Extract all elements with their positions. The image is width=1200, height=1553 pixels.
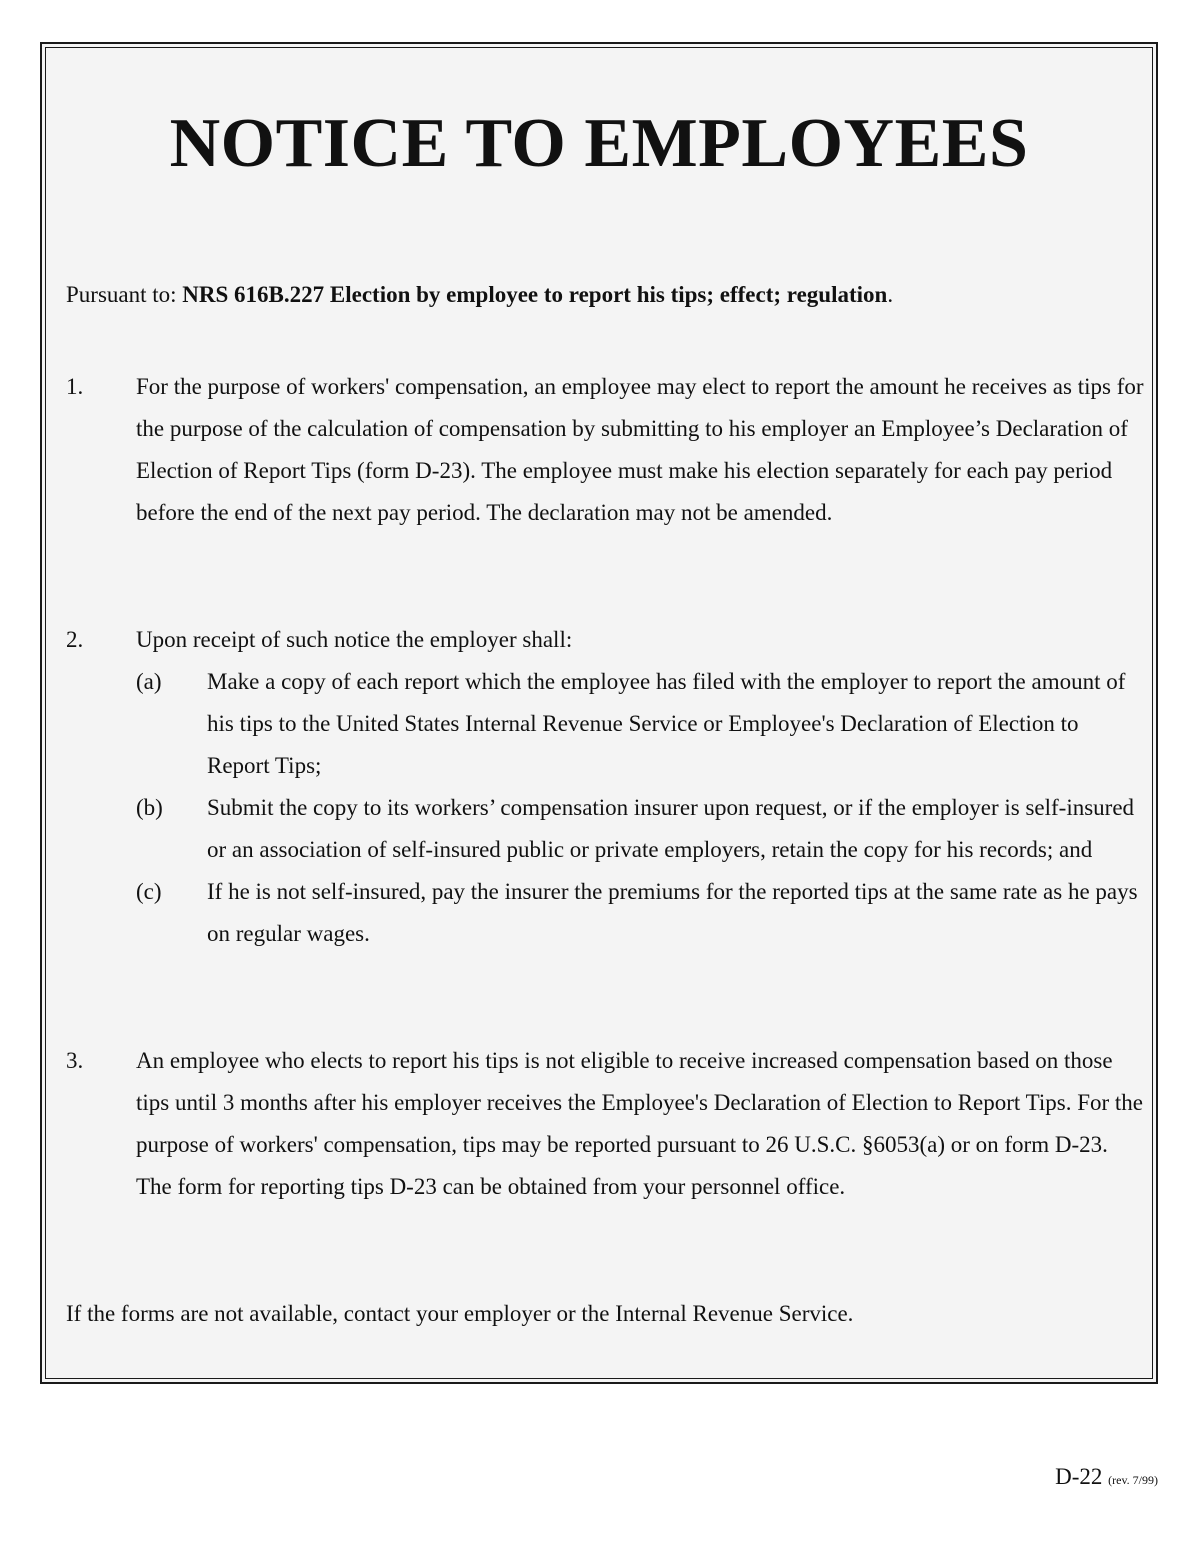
sub-item-letter: (a) <box>136 669 162 694</box>
item-number: 3. <box>66 1048 84 1073</box>
sub-item-text: Make a copy of each report which the employee has filed with the employer to report the amount of his tips to the United States Internal Revenue Service or Employee's Declaration of Election to Report Tips; <box>207 669 1126 778</box>
sub-item-letter: (b) <box>136 795 163 820</box>
sub-item-a <box>136 661 1146 787</box>
form-id: D-22 <box>1055 1464 1103 1489</box>
list-item-2 <box>66 619 1146 955</box>
notice-title: NOTICE TO EMPLOYEES <box>169 105 1029 182</box>
sub-item-letter: (c) <box>136 879 162 904</box>
notice-frame <box>40 42 1158 1384</box>
list-item-1 <box>66 366 1146 534</box>
sub-item-c <box>136 871 1146 955</box>
sub-item-b <box>136 787 1146 871</box>
list-item-3 <box>66 1040 1146 1208</box>
closing-text: If the forms are not available, contact your employer or the Internal Revenue Service. <box>66 1301 854 1326</box>
pursuant-suffix: . <box>887 282 894 307</box>
statute-citation: NRS 616B.227 Election by employee to report his tips; effect; regulation <box>182 282 888 307</box>
sub-item-text: If he is not self-insured, pay the insurer the premiums for the reported tips at the same rate as he pays on regular wages. <box>207 879 1138 946</box>
sub-item-text: Submit the copy to its workers’ compensation insurer upon request, or if the employer is self-insured or an association of self-insured public or private employers, retain the copy for his records; and <box>207 795 1135 862</box>
item-number: 2. <box>66 627 84 652</box>
item-text: For the purpose of workers' compensation, an employee may elect to report the amount he receives as tips for the purpose of the calculation of compensation by submitting to his employer an Employee’s Declaration of Election of Report Tips (form D-23). The employee must make his election separately for each pay period before the end of the next pay period. The declaration may not be amended. <box>136 374 1144 525</box>
revision-date: (rev. 7/99) <box>1108 1473 1158 1487</box>
item-text: Upon receipt of such notice the employer shall: <box>136 627 573 652</box>
pursuant-prefix: Pursuant to: <box>66 282 183 307</box>
form-footer <box>1055 1462 1158 1495</box>
item-number: 1. <box>66 374 84 399</box>
item-text: An employee who elects to report his tips is not eligible to receive increased compensation based on those tips until 3 months after his employer receives the Employee's Declaration of Election to Report Tips. For the purpose of workers' compensation, tips may be reported pursuant to 26 U.S.C. §6053(a) or on form D-23. The form for reporting tips D-23 can be obtained from your personnel office. <box>136 1048 1144 1199</box>
notice-inner-border <box>45 47 1153 1379</box>
pursuant-line <box>66 280 893 310</box>
